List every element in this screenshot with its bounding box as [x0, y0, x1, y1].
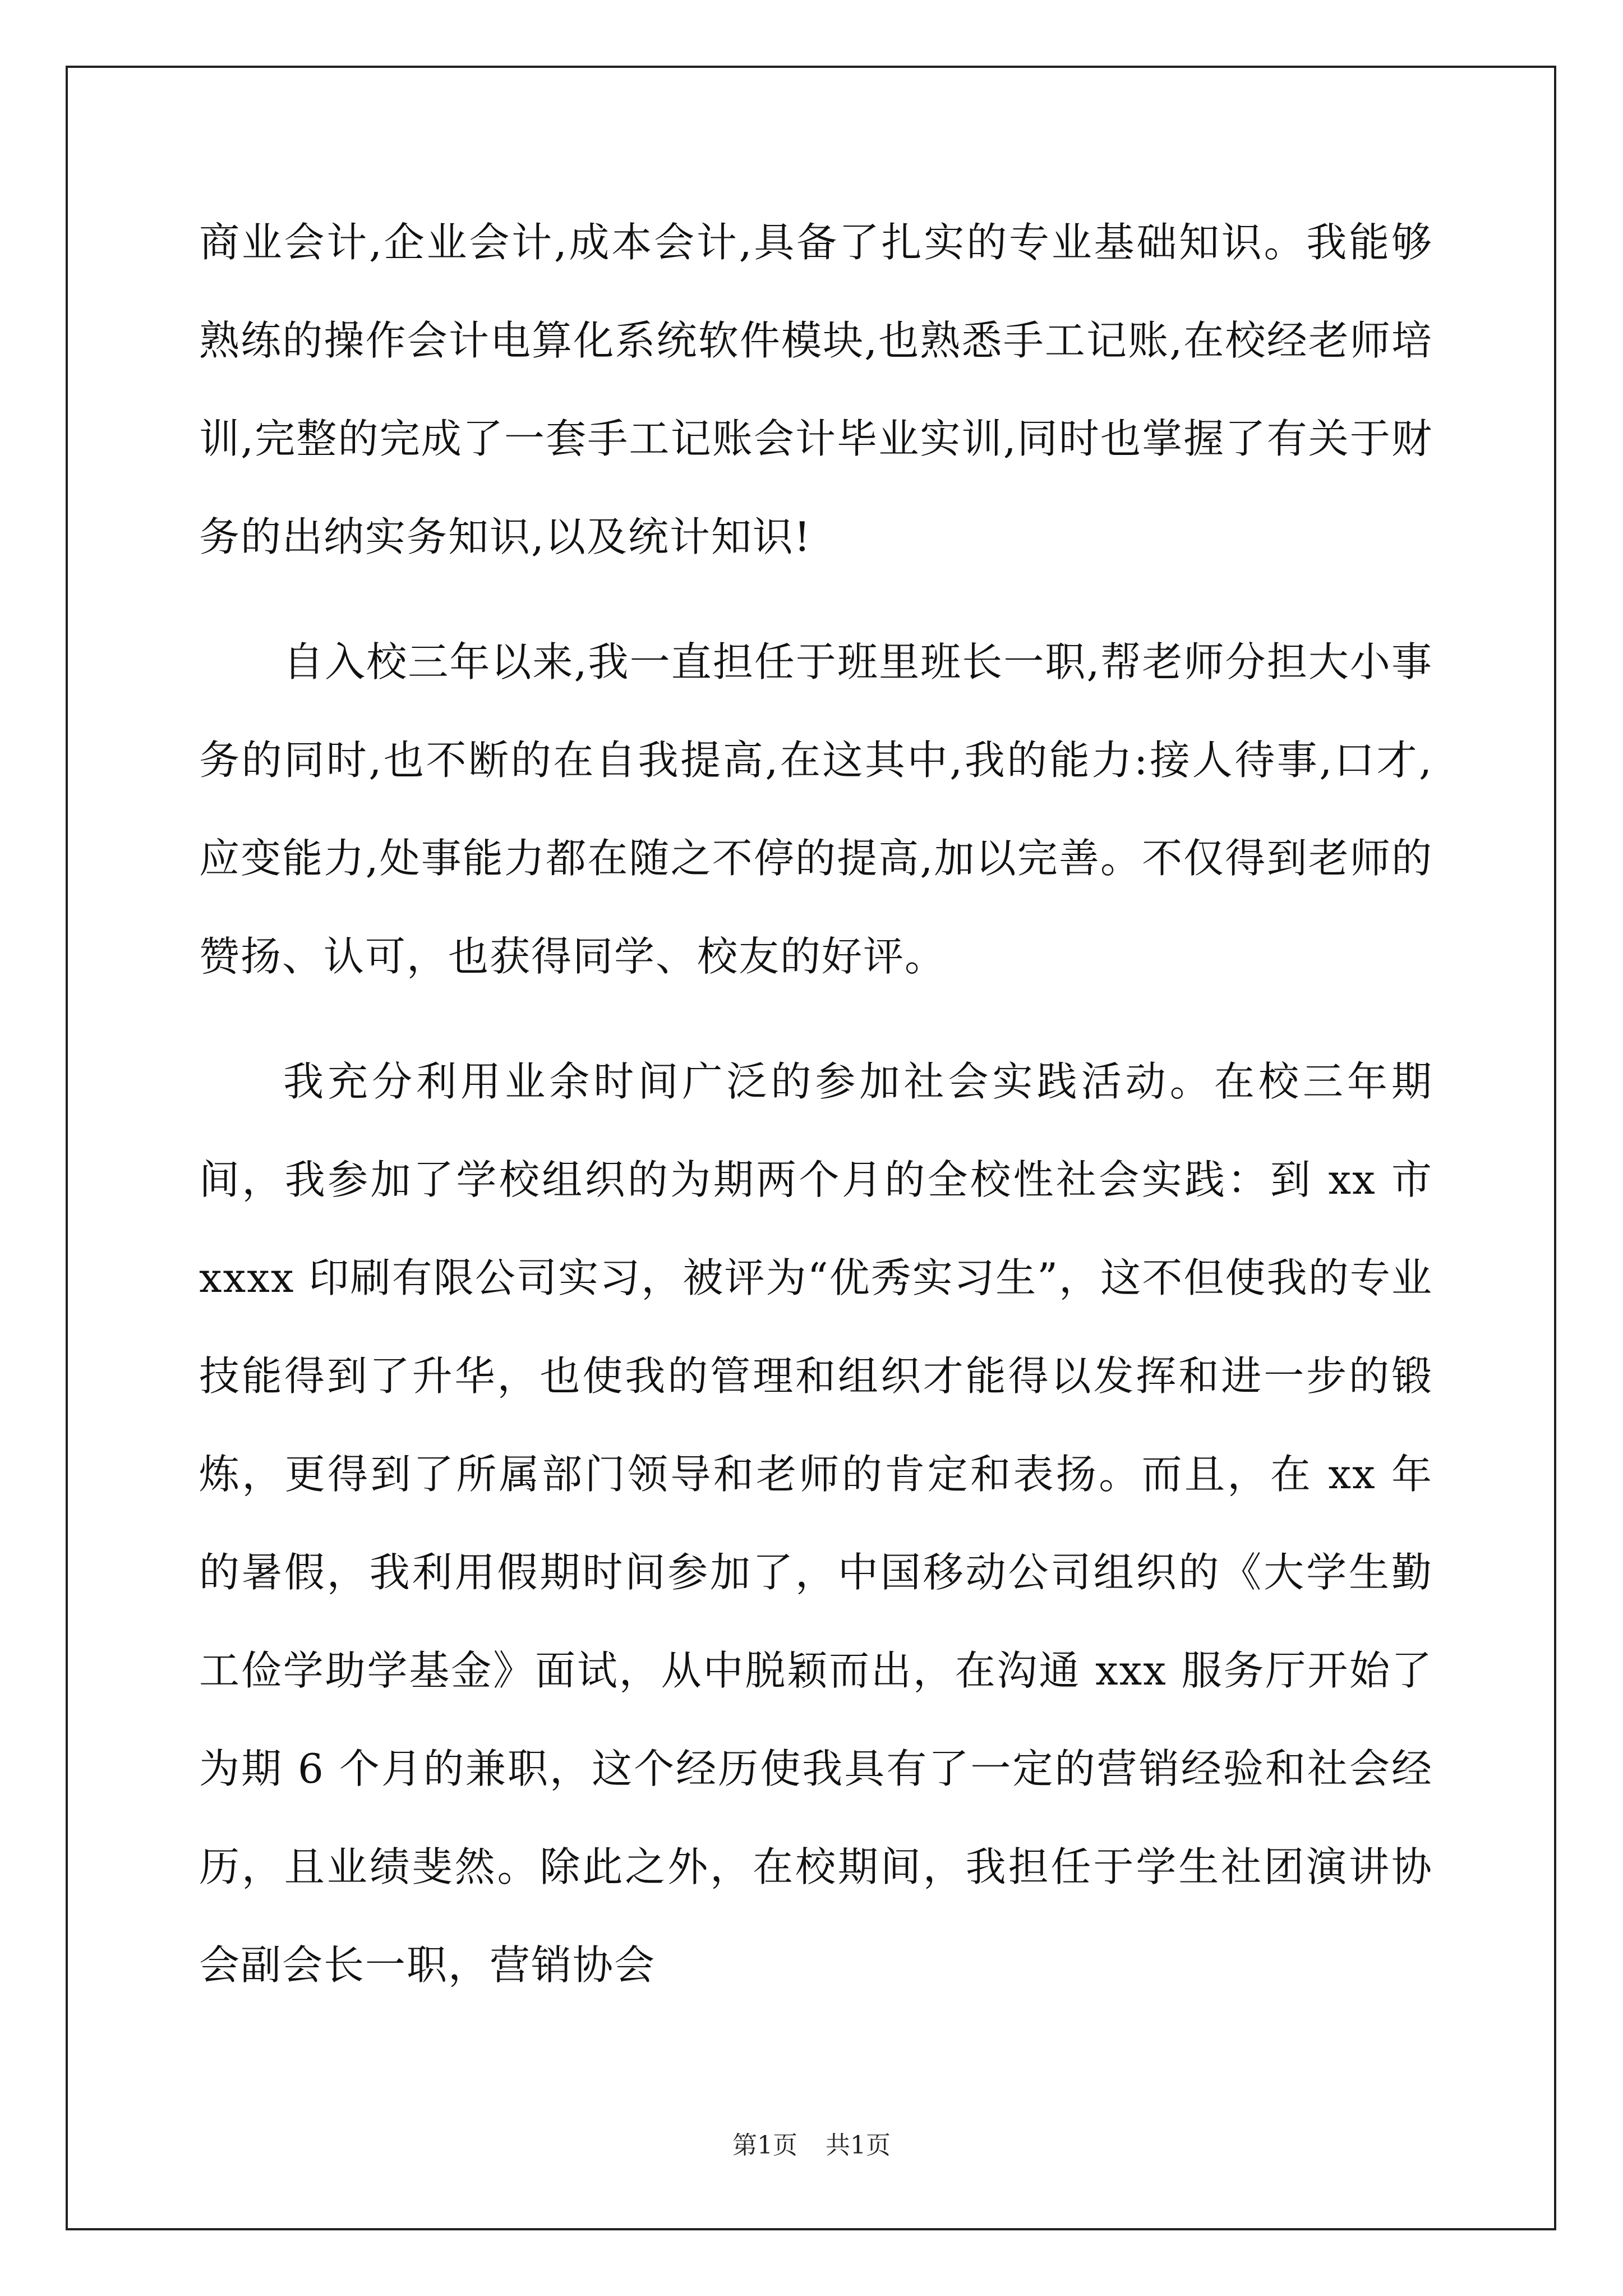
paragraph-2: 自入校三年以来,我一直担任于班里班长一职,帮老师分担大小事务的同时,也不断的在自我提高,在这其中,我的能力:接人待事,口才,应变能力,处事能力都在随之不停的提高,加以完善。不仅得到老师的赞扬、认可，也获得同学、校友的好评。 [199, 638, 1433, 980]
page-footer [0, 2129, 1623, 2162]
paragraph-3: 我充分利用业余时间广泛的参加社会实践活动。在校三年期间，我参加了学校组织的为期两个月的全校性社会实践：到 xx 市 xxxx 印刷有限公司实习，被评为“优秀实习生”，这不但使我的专业技能得到了升华，也使我的管理和组织才能得以发挥和进一步的锻炼，更得到了所属部门领导和老师的肯定和表扬。而且，在 xx 年的暑假，我利用假期时间参加了，中国移动公司组织的《大学生勤工俭学助学基金》面试，从中脱颖而出，在沟通 xxx 服务厅开始了为期 6 个月的兼职，这个经历使我具有了一定的营销经验和社会经历，且业绩斐然。除此之外，在校期间，我担任于学生社团演讲协会副会长一职，营销协会 [199, 1058, 1433, 1989]
document-body [199, 194, 1433, 2041]
paragraph-1: 商业会计,企业会计,成本会计,具备了扎实的专业基础知识。我能够熟练的操作会计电算化系统软件模块,也熟悉手工记账,在校经老师培训,完整的完成了一套手工记账会计毕业实训,同时也掌握了有关于财务的出纳实务知识,以及统计知识! [199, 219, 1433, 560]
page-number-total: 共1页 [826, 2131, 891, 2160]
page-number-current: 第1页 [732, 2131, 797, 2160]
